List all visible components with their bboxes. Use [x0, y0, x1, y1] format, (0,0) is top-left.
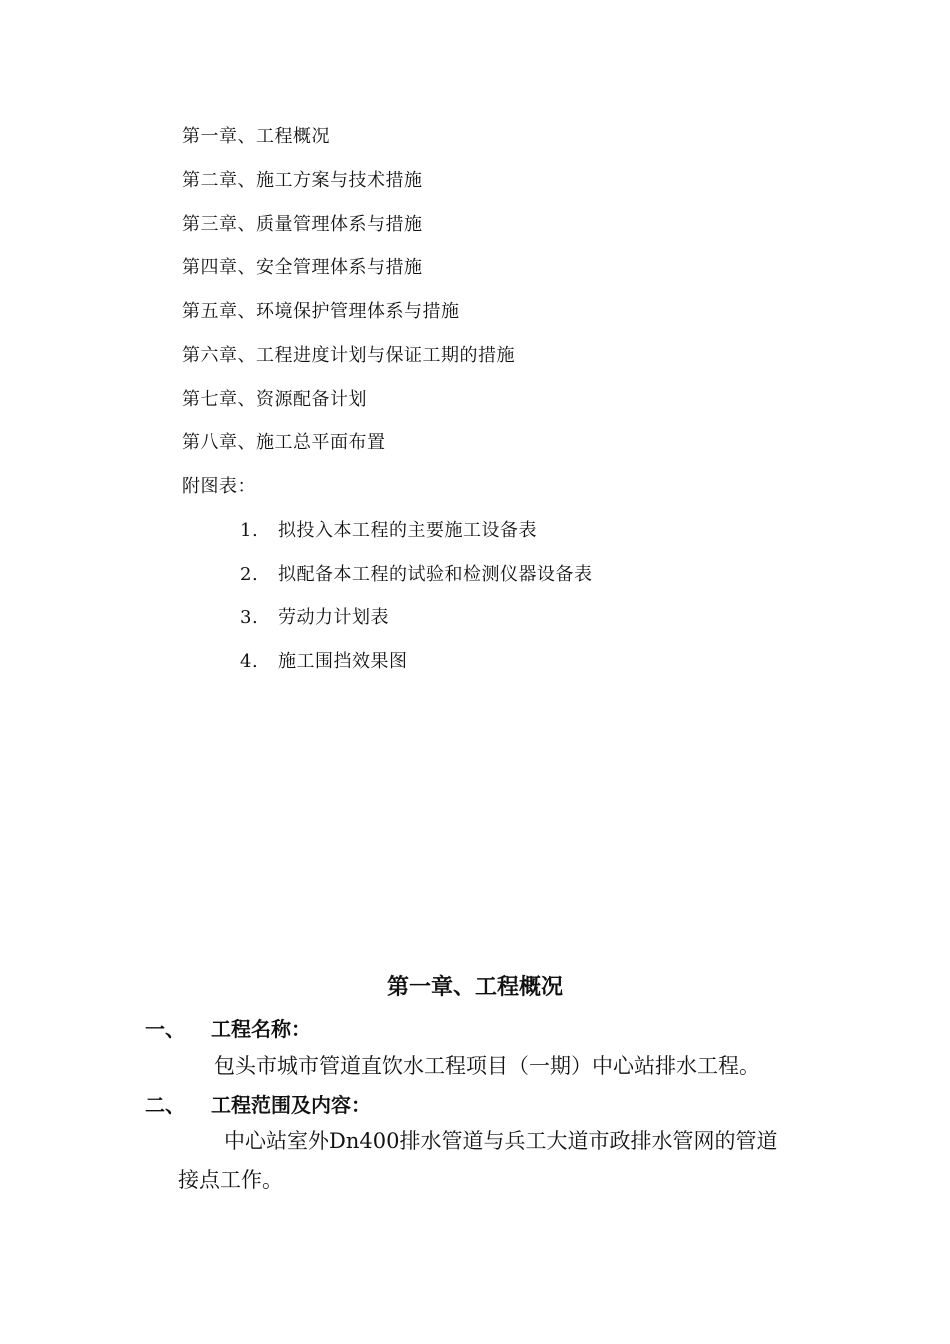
toc-item-appendix: 附图表： — [182, 476, 256, 497]
toc-item-chapter-6: 第六章、工程进度计划与保证工期的措施 — [182, 345, 515, 366]
section-number: 一、 — [145, 1017, 185, 1041]
section-title: 工程名称： — [211, 1017, 311, 1041]
toc-item-chapter-1: 第一章、工程概况 — [182, 126, 330, 147]
toc-item-chapter-7: 第七章、资源配备计划 — [182, 389, 367, 410]
appendix-item-number: 1. — [240, 520, 259, 541]
appendix-item-text: 施工围挡效果图 — [278, 651, 408, 672]
appendix-item-text: 拟投入本工程的主要施工设备表 — [278, 520, 537, 541]
appendix-item-number: 3. — [240, 607, 259, 628]
appendix-item-text: 拟配备本工程的试验和检测仪器设备表 — [278, 564, 593, 585]
appendix-item-3 — [240, 606, 389, 630]
appendix-item-number: 2. — [240, 564, 259, 585]
appendix-item-1 — [240, 519, 537, 543]
toc-item-chapter-5: 第五章、环境保护管理体系与措施 — [182, 301, 460, 322]
toc-item-chapter-3: 第三章、质量管理体系与措施 — [182, 214, 423, 235]
section-2-body-line-1: 中心站室外Dn400排水管道与兵工大道市政排水管网的管道 — [224, 1129, 778, 1153]
section-title: 工程范围及内容： — [211, 1093, 371, 1117]
section-1-body: 包头市城市管道直饮水工程项目（一期）中心站排水工程。 — [214, 1054, 760, 1078]
section-2-body-line-2: 接点工作。 — [178, 1168, 283, 1192]
toc-item-chapter-8: 第八章、施工总平面布置 — [182, 432, 386, 453]
chapter-title: 第一章、工程概况 — [386, 975, 563, 1000]
appendix-item-4 — [240, 650, 408, 674]
toc-item-chapter-2: 第二章、施工方案与技术措施 — [182, 170, 423, 191]
section-1-heading — [145, 1015, 311, 1043]
section-number: 二、 — [145, 1093, 185, 1117]
toc-item-chapter-4: 第四章、安全管理体系与措施 — [182, 257, 423, 278]
appendix-item-number: 4. — [240, 651, 259, 672]
appendix-item-2 — [240, 563, 593, 587]
appendix-item-text: 劳动力计划表 — [278, 607, 389, 628]
section-2-heading — [145, 1091, 371, 1119]
